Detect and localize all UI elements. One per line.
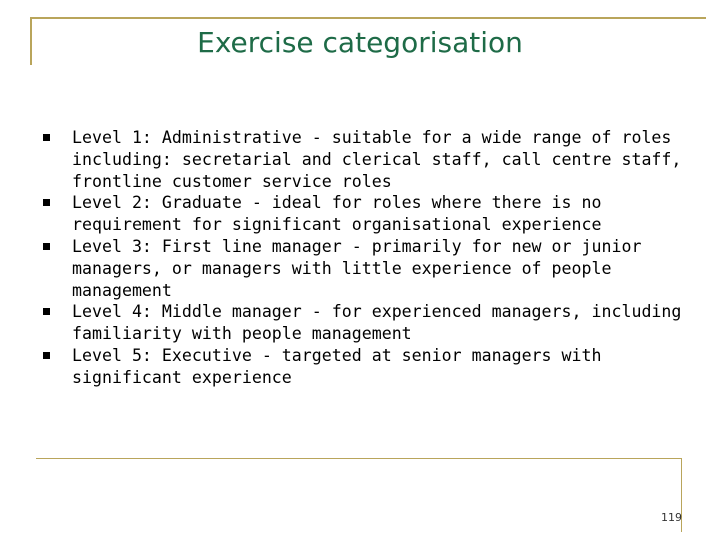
bullet-line: familiarity with people management	[72, 324, 412, 344]
bullet-line: Level 1: Administrative - suitable for a wide range of roles	[72, 128, 672, 147]
square-bullet-icon	[43, 308, 50, 315]
bullet-line: including: secretarial and clerical staff, call centre staff,	[72, 149, 682, 169]
bullet-line: Level 2: Graduate - ideal for roles where there is no	[72, 193, 602, 213]
bullet-item-level-5	[43, 345, 683, 389]
bullet-line: requirement for significant organisational experience	[72, 215, 602, 235]
square-bullet-icon	[43, 199, 50, 206]
bullet-line: frontline customer service roles	[72, 171, 392, 191]
slide-title: Exercise categorisation	[197, 26, 523, 59]
bullet-item-level-4	[43, 301, 683, 345]
frame-top-rule	[30, 17, 706, 19]
bullet-line: management	[72, 280, 172, 300]
bullet-item-level-3	[43, 236, 683, 301]
square-bullet-icon	[43, 134, 50, 141]
bullet-line: Level 5: Executive - targeted at senior managers with	[72, 345, 602, 365]
square-bullet-icon	[43, 243, 50, 250]
bullet-line: Level 4: Middle manager - for experienced managers, including	[72, 302, 682, 322]
bullet-item-level-1	[43, 127, 683, 192]
bullet-line: Level 3: First line manager - primarily for new or junior	[72, 236, 642, 256]
bullet-list	[43, 127, 683, 389]
frame-bottom-rule	[36, 458, 682, 459]
page-number: 119	[661, 511, 682, 524]
bullet-line: significant experience	[72, 367, 292, 387]
bullet-item-level-2	[43, 192, 683, 236]
square-bullet-icon	[43, 352, 50, 359]
bullet-line: managers, or managers with little experience of people	[72, 258, 612, 278]
